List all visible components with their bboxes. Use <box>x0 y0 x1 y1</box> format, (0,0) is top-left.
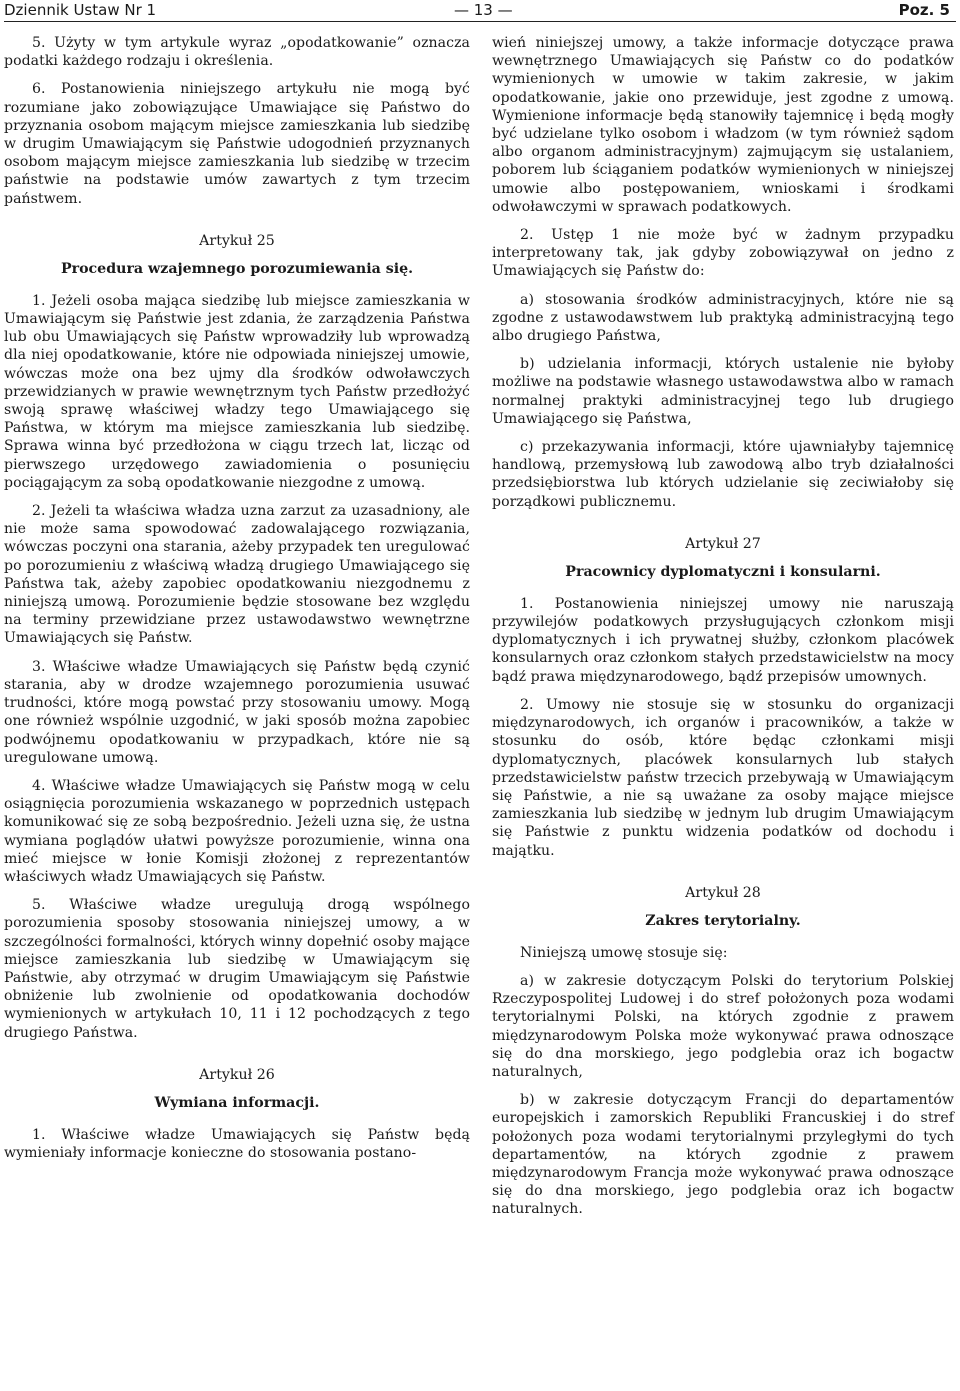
article-28-item-b: b) w zakresie dotyczącym Francji do departamentów europejskich i zamorskich Republiki Francuskiej i do stref położonych poza wodami terytorialnymi przyległymi do tych departamentów, na których zgodnie z prawem międzynarodowym Francja może wykonywać prawa odnoszące się do dna morskiego, jego podglebia oraz ich bogactw naturalnych. <box>492 1092 954 1218</box>
article-25-title: Procedura wzajemnego porozumiewania się. <box>60 260 414 277</box>
article-26-title: Wymiana informacji. <box>154 1094 320 1111</box>
article-27-number: Artykuł 27 <box>685 535 761 552</box>
article-27-paragraph-2: 2. Umowy nie stosuje się w stosunku do organizacji międzynarodowych, ich organów i pracowników, a także w stosunku do osób, które będąc członkami misji dyplomatycznych, placówek konsularnych lub stałych przedstawicielstw państw trzecich przebywają w Umawiającym się Państwie, a nie są uważane za osoby mające miejsce zamieszkania lub siedzibę w jednym lub drugim Umawiającym się Państwie z punktu widzenia podatków od dochodu i majątku. <box>492 696 954 859</box>
right-column <box>492 34 954 1219</box>
article-25-paragraph-5: 5. Właściwe władze uregulują drogą wspólnego porozumienia sposoby stosowania niniejszej umowy, a w szczególności formalności, których winny dopełnić osoby mające miejsce zamieszkania lub siedzibę w Umawiającym się Państwie, aby otrzymać w drugim Umawiającym się Państwie obniżenie lub zwolnienie od opodatkowania dochodów wymienionych w artykułach 10, 11 i 12 pochodzących z tego drugiego Państwa. <box>4 897 470 1041</box>
article-25-paragraph-4: 4. Właściwe władze Umawiających się Państw mogą w celu osiągnięcia porozumienia wskazanego w poprzednich ustępach komunikować się ze sobą bezpośrednio. Jeżeli uzna się, że ustna wymiana poglądów ułatwi powyższe porozumienie, winna ona mieć miejsce w łonie Komisji złożonej z reprezentantów właściwych władz Umawiających się Państw. <box>4 777 470 885</box>
page-number: — 13 — <box>454 1 513 19</box>
header-rule <box>4 21 956 22</box>
position-number: Poz. 5 <box>898 1 950 19</box>
article-26-number: Artykuł 26 <box>199 1066 275 1083</box>
journal-title: Dziennik Ustaw Nr 1 <box>4 1 157 19</box>
article-26-item-c: c) przekazywania informacji, które ujawniałyby tajemnicę handlową, przemysłową lub zawodową albo tryb działalności przedsiębiorstwa lub których udzielanie się zeciwiałoby się porządkowi publicznemu. <box>492 439 954 510</box>
paragraph-6: 6. Postanowienia niniejszego artykułu nie mogą być rozumiane jako zobowiązujące Umawiające się Państwo do przyznania osobom mającym miejsce zamieszkania lub siedzibę w drugim Umawiającym się Państwie udogodnień przyznanych osobom mającym miejsce zamieszkania lub siedzibę w trzecim państwie na podstawie umów zawartych z tym trzecim państwem. <box>4 81 470 207</box>
article-27-title: Pracownicy dyplomatyczni i konsularni. <box>565 563 881 580</box>
article-28-item-a: a) w zakresie dotyczącym Polski do terytorium Polskiej Rzeczypospolitej Ludowej i do stref położonych poza wodami terytorialnymi Polski, na których zgodnie z prawem międzynarodowym Polska może wykonywać prawa odnoszące się do dna morskiego, jego podglebia oraz ich bogactw naturalnych, <box>492 972 954 1080</box>
article-28-intro: Niniejszą umowę stosuje się: <box>520 944 728 961</box>
article-28-title: Zakres terytorialny. <box>645 912 801 929</box>
page-header <box>4 0 956 22</box>
article-27-paragraph-1: 1. Postanowienia niniejszej umowy nie naruszają przywilejów podatkowych przysługujących członkom misji dyplomatycznych i ich prywatnej służby, członkom placówek konsularnych oraz członkom stałych przedstawicielstw na mocy bądź prawa międzynarodowego, bądź przepisów umownych. <box>492 595 954 685</box>
left-column <box>4 34 470 1162</box>
article-25-number: Artykuł 25 <box>199 232 275 249</box>
article-25-paragraph-1: 1. Jeżeli osoba mająca siedzibę lub miejsce zamieszkania w Umawiającym się Państwie jest zdania, że zarządzenia Państwa lub obu Umawiających się Państw wprowadziły lub wprowadzą dla niej opodatkowanie, które nie odpowiada niniejszej umowie, wówczas może ona bez ujmy dla środków odwoławczych przewidzianych w prawie wewnętrznym tych Państw przedłożyć swoją sprawę właściwej władzy tego Umawiającego się Państwa, w którym ma miejsce zamieszkania lub siedzibę. Sprawa winna być przedłożona w ciągu trzech lat, licząc od pierwszego urzędowego zawiadomienia o posunięciu pociągającym za sobą opodatkowanie niezgodne z umową. <box>4 292 470 491</box>
article-26-item-b: b) udzielania informacji, których ustalenie nie byłoby możliwe na podstawie własnego ustawodawstwa albo w ramach normalnej praktyki administracyjnej tego lub drugiego Umawiającego się Państwa, <box>492 356 954 427</box>
article-26-paragraph-2: 2. Ustęp 1 nie może być w żadnym przypadku interpretowany tak, jak gdyby zobowiązywał on jedno z Umawiających się Państw do: <box>492 227 954 280</box>
paragraph-5: 5. Użyty w tym artykule wyraz „opodatkowanie” oznacza podatki każdego rodzaju i określenia. <box>4 35 470 70</box>
article-25-paragraph-2: 2. Jeżeli ta właściwa władza uzna zarzut za uzasadniony, ale nie może sama spowodować zadowalającego rozwiązania, wówczas poczyni ona starania, ażeby przypadek ten uregulować po porozumieniu z właściwą władzą drugiego Umawiającego się Państwa tak, ażeby zapobiec opodatkowaniu niezgodnemu z niniejszą umową. Porozumienie będzie stosowane bez względu na terminy przewidziane przez ustawodawstwo wewnętrzne Umawiających się Państw. <box>4 503 470 647</box>
article-26-paragraph-1: 1. Właściwe władze Umawiających się Państw będą wymieniały informacje konieczne do stosowania postano- <box>4 1126 470 1161</box>
article-25-paragraph-3: 3. Właściwe władze Umawiających się Państw będą czynić starania, aby w drodze wzajemnego porozumienia usuwać trudności, które mogą powstać przy stosowaniu umowy. Mogą one również wspólnie uzgodnić, w jaki sposób można zapobiec podwójnemu opodatkowaniu w przypadkach, które nie są uregulowane umową. <box>4 658 470 766</box>
article-26-paragraph-1-continued: wień niniejszej umowy, a także informacje dotyczące prawa wewnętrznego Umawiających się Państw co do podatków wymienionych w umowie w takim zakresie, w jakim opodatkowanie, jakie ono przewiduje, jest zgodne z umową. Wymienione informacje będą stanowiły tajemnicę i będą mogły być udzielane tylko osobom i władzom (w tym również sądom albo organom administracyjnym) zajmującym się ustalaniem, poborem lub ściąganiem podatków wymienionych w niniejszej umowie albo postępowaniem, wnioskami i środkami odwoławczymi w sprawach podatkowych. <box>492 35 954 215</box>
article-26-item-a: a) stosowania środków administracyjnych, które nie są zgodne z ustawodawstwem lub praktyką administracyjną tego albo drugiego Państwa, <box>492 291 954 345</box>
article-28-number: Artykuł 28 <box>685 884 761 901</box>
